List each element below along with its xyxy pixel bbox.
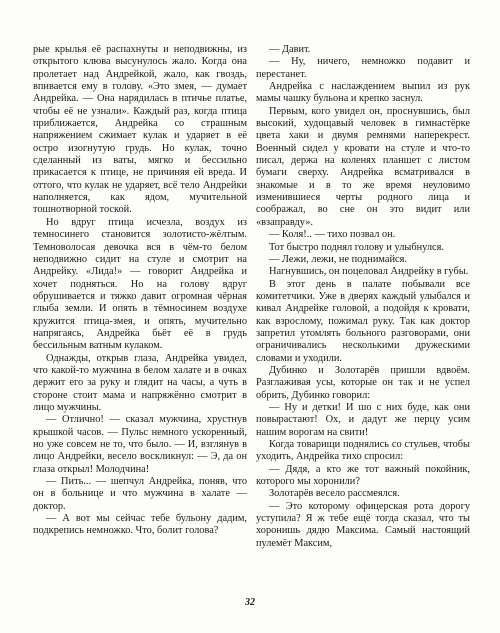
paragraph: Нагнувшись, он поцеловал Андрейку в губы. — [269, 266, 469, 278]
paragraph: Однажды, открыв глаза, Андрейка увидел, что какой-то мужчина в белом халате и в очках держит его за руку и глядит на часы, а чуть в стороне стоит мама и напряжённо смотрит в лицо мужчины. — [33, 352, 247, 413]
paragraph: Андрейка с наслаждением выпил из рук мамы чашку бульона и крепко заснул. — [256, 81, 470, 105]
left-text-column — [33, 44, 247, 538]
paragraph: — Дядя, а кто же тот важный покойник, которого мы хоронили? — [256, 463, 470, 488]
paragraph: — Ну и детки! И шо с них буде, как они повырастают! Ох, и дадут же перцу усим нашим ворогам на свити! — [256, 401, 470, 438]
paragraph: Когда товарищи поднялись со стульев, чтобы уходить, Андрейка тихо спросил: — [256, 439, 470, 463]
paragraph: — Пить... — шепчул Андрейка, поняв, что он в больнице и что мужчина в халате — доктор. — [33, 476, 247, 512]
paragraph: Но вдруг птица исчезла, воздух из темносинего становится золотисто-жёлтым. Темноволосая девочка вся в чём-то белом неподвижно сидит на стуле и смотрит на Андрейку. «Лида!» — говорит Андрейка и хочет подняться. Но на голову вдруг обрушивается и тяжко давит огромная чёрная глыба земли. И опять в тёмносинем воздухе кружится птица-змея, и опять, мучительно напрягаясь, Андрейка бьёт её в грудь бессильным ватным кулаком. — [33, 216, 247, 352]
paragraph: — Отлично! — сказал мужчина, хрустнув крышкой часов. — Пульс немного ускоренный, но уже совсем не то, что было. — И, взглянув в лицо Андрейки, весело воскликнул: — Э, да он глаза открыл! Молодчина! — [33, 414, 247, 475]
page-number: 32 — [245, 597, 255, 608]
paragraph: Первым, кого увидел он, проснувшись, был высокий, худощавый человек в гимнастёрке цвета хаки и двумя ремнями наперекрест. Военный сидел у кровати на стуле и что-то писал, держа на коленях планшет с листом бумаги сверху. Андрейка всматривался в знакомые и в то же время неуловимо изменившиеся черты родного лица и соображал, во сне он это видит или «взаправду». — [256, 105, 470, 228]
right-text-column — [256, 44, 470, 550]
paragraph: Золотарёв весело рассмеялся. — [269, 488, 400, 500]
paragraph: — Ну, ничего, немножко подавит и перестанет. — [256, 56, 470, 80]
paragraph: рые крылья её распахнуты и неподвижны, из открытого клюва высунулось жало. Когда она пролетает над Андрейкой, жало, как гвоздь, впивается ему в голову. «Это змея, — думает Андрейка. — Она нарядилась в птичье платье, чтобы её не узнали». Каждый раз, когда птица приближается, Андрейка со страшным напряжением сжимает кулак и ударяет в её остро изогнутую грудь. Но кулак, точно сделанный из ваты, мягко и бессильно прикасается к птице, не причиняя ей вреда. И оттого, что кулак не ударяет, всё тело Андрейки наполняется, как ядом, мучительной тошнотворной тоской. — [33, 44, 247, 216]
paragraph: — Коля!.. — тихо позвал он. — [269, 229, 396, 241]
paragraph: Тот быстро поднял голову и улыбнулся. — [269, 241, 444, 253]
paragraph: В этот день в палате побывали все комитетчики. Уже в дверях каждый улыбался и кивал Андрейке головой, а подойдя к кровати, как взрослому, пожимал руку. Так как доктор запретил утомлять больного разговорами, они ограничивались несколькими дружескими словами и уходили. — [256, 278, 470, 364]
paragraph: — Давит. — [269, 44, 311, 55]
paragraph: Дубинко и Золотарёв пришли вдвоём. Разглаживая усы, которые он так и не успел обрить, Дубинко говорил: — [256, 364, 470, 401]
paragraph: — Лежи, лежи, не поднимайся. — [269, 253, 407, 265]
paragraph: — А вот мы сейчас тебе бульону дадим, подкрепись немножко. Что, болит голова? — [33, 513, 247, 537]
paragraph: — Это которому офицерская рота дорогу уступила? Я ж тебе ещё тогда сказал, что ты хоронишь дядю Максима. Самый настоящий пулемёт Максим, — [256, 500, 470, 549]
